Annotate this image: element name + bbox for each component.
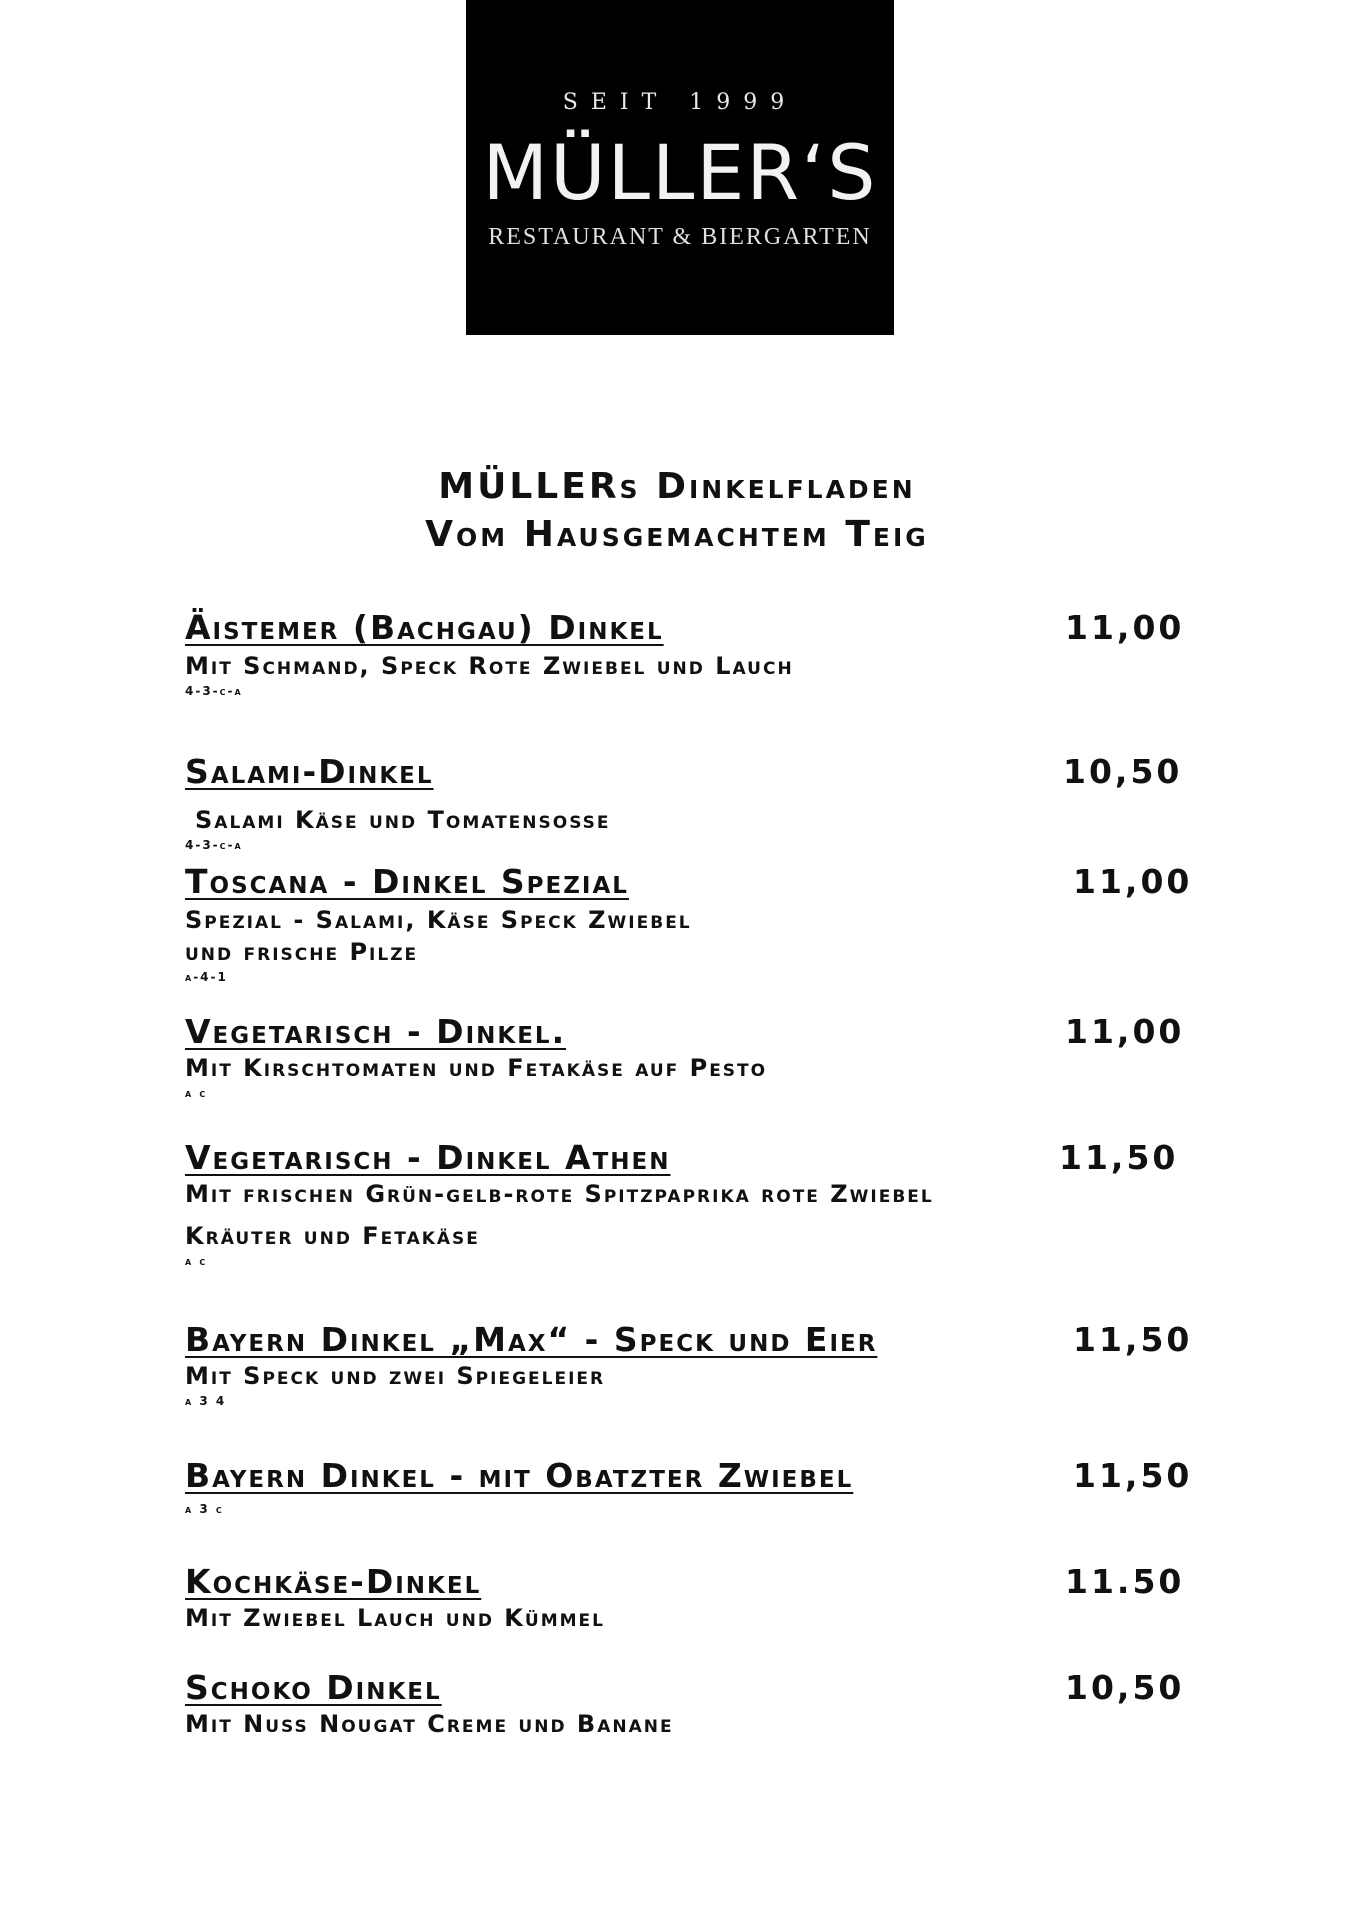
item-description: Mit Speck und zwei Spiegeleier (185, 1362, 606, 1390)
restaurant-logo (466, 0, 894, 335)
item-name: Vegetarisch - Dinkel Athen (185, 1138, 671, 1177)
menu-item (185, 1562, 1185, 1634)
item-name: Salami-Dinkel (185, 752, 434, 791)
item-name: Toscana - Dinkel Spezial (185, 862, 629, 901)
logo-name: MÜLLER‘S (482, 128, 878, 217)
allergen-code: 4-3-c-a (185, 838, 243, 852)
item-description: Spezial - Salami, Käse Speck Zwiebel (185, 906, 692, 934)
menu-title: MÜLLERs Dinkelfladen (438, 466, 916, 507)
item-name: Vegetarisch - Dinkel. (185, 1012, 567, 1051)
item-name: Kochkäse-Dinkel (185, 1562, 482, 1601)
item-price: 11.50 (1065, 1562, 1185, 1601)
menu-item (185, 1138, 1185, 1270)
item-price: 11,00 (1065, 608, 1185, 647)
menu-item (185, 1668, 1185, 1740)
allergen-code: a c (185, 1086, 208, 1100)
item-price: 11,00 (1065, 1012, 1185, 1051)
item-description: Mit Nuss Nougat Creme und Banane (185, 1710, 674, 1738)
item-description: Mit Kirschtomaten und Fetakäse auf Pesto (185, 1054, 768, 1082)
item-price: 10,50 (1065, 1668, 1185, 1707)
item-name: Äistemer (Bachgau) Dinkel (185, 608, 664, 647)
menu-item (185, 1320, 1193, 1410)
menu-item (185, 608, 1185, 700)
allergen-code: a 3 4 (185, 1394, 227, 1408)
allergen-code: a c (185, 1254, 208, 1268)
item-name: Schoko Dinkel (185, 1668, 442, 1707)
menu-item (185, 862, 1193, 986)
item-description-line2: Kräuter und Fetakäse (185, 1222, 480, 1250)
item-name: Bayern Dinkel - mit Obatzter Zwiebel (185, 1456, 854, 1495)
logo-since: SEIT 1999 (562, 90, 798, 115)
item-description: Mit frischen Grün-gelb-rote Spitzpaprika rote Zwiebel (185, 1180, 934, 1208)
item-price: 11,50 (1073, 1456, 1193, 1495)
item-name: Bayern Dinkel „Max“ - Speck und Eier (185, 1320, 878, 1359)
allergen-code: a-4-1 (185, 970, 228, 984)
item-description: Mit Schmand, Speck Rote Zwiebel und Lauch (185, 652, 794, 680)
menu-item (185, 1456, 1193, 1518)
item-price: 11,50 (1073, 1320, 1193, 1359)
logo-subtitle: RESTAURANT & BIERGARTEN (488, 224, 872, 250)
allergen-code: 4-3-c-a (185, 684, 243, 698)
allergen-code: a 3 c (185, 1502, 224, 1516)
menu-subtitle: Vom Hausgemachtem Teig (425, 514, 929, 555)
item-description: Salami Käse und Tomatensosse (195, 806, 611, 834)
menu-item (185, 1012, 1185, 1102)
item-description-line2: und frische Pilze (185, 938, 419, 966)
item-description: Mit Zwiebel Lauch und Kümmel (185, 1604, 605, 1632)
menu-item (185, 752, 1185, 854)
item-price: 10,50 (1063, 752, 1183, 791)
item-price: 11,00 (1073, 862, 1193, 901)
item-price: 11,50 (1059, 1138, 1179, 1177)
